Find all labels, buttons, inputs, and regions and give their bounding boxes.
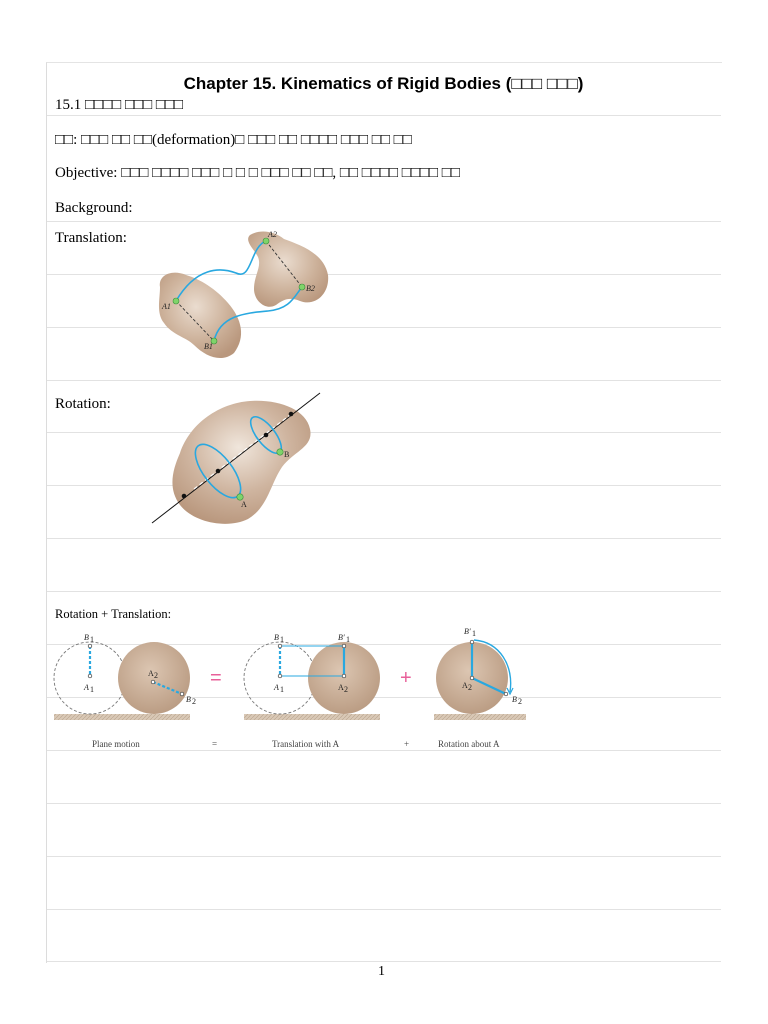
point-label: A (241, 500, 247, 509)
rotation-label: Rotation: (55, 396, 111, 412)
rule-line (47, 803, 721, 804)
svg-text:A: A (274, 683, 279, 692)
rigid-body-initial (159, 273, 241, 358)
translation-figure (150, 227, 332, 365)
rule-line (47, 115, 721, 116)
svg-text:A: A (148, 669, 154, 678)
svg-text:2: 2 (344, 685, 348, 694)
rule-line (47, 750, 721, 751)
svg-text:1: 1 (90, 635, 94, 644)
svg-text:B: B (274, 633, 279, 642)
plus-operator: + (400, 667, 412, 689)
caption-translation: Translation with A (272, 739, 340, 749)
rule-line (47, 274, 721, 275)
caption-rotation: Rotation about A (438, 739, 500, 749)
rule-line (47, 327, 721, 328)
section-heading: 15.1 □□□□ □□□ □□□ (55, 97, 184, 113)
translation-label: Translation: (55, 230, 127, 246)
point-label: A1 (162, 302, 171, 311)
rotation-translation-label: Rotation + Translation: (55, 607, 172, 621)
objective-text: Objective: □□□ □□□□ □□□ □ □ □ □□□ □□ □□, □□ □□□□ □□□□ □□ (55, 165, 460, 181)
chapter-title: Chapter 15. Kinematics of Rigid Bodies (□□□ □□□) (183, 74, 584, 93)
page-frame (46, 62, 722, 963)
rule-line (47, 221, 721, 222)
plane-motion-figure (52, 622, 528, 750)
rule-line (47, 961, 721, 962)
svg-text:B′: B′ (464, 627, 471, 636)
svg-text:1: 1 (90, 685, 94, 694)
svg-text:1: 1 (346, 635, 350, 644)
caption-plane-motion: Plane motion (92, 739, 140, 749)
rule-line (47, 432, 721, 433)
rule-line (47, 856, 721, 857)
svg-text:A: A (338, 683, 344, 692)
caption-equals: = (212, 739, 218, 749)
rule-line (47, 591, 721, 592)
rule-line (47, 485, 721, 486)
point-label: A2 (268, 230, 277, 239)
svg-text:A: A (462, 681, 468, 690)
point-label: B1 (204, 342, 213, 351)
page-number: 1 (378, 964, 385, 979)
svg-text:1: 1 (472, 629, 476, 638)
svg-text:2: 2 (468, 683, 472, 692)
point-label: B2 (306, 284, 315, 293)
svg-text:2: 2 (192, 697, 196, 706)
point-label: B (284, 450, 290, 459)
svg-text:1: 1 (280, 635, 284, 644)
caption-plus: + (404, 739, 410, 749)
rule-line (47, 538, 721, 539)
svg-text:2: 2 (518, 697, 522, 706)
definition-text: □□: □□□ □□ □□(deformation)□ □□□ □□ □□□□ □□□ □□ □□ (55, 132, 412, 148)
svg-text:B: B (186, 695, 191, 704)
svg-text:1: 1 (280, 685, 284, 694)
svg-text:B′: B′ (338, 633, 345, 642)
rule-line (47, 909, 721, 910)
equals-operator: = (210, 667, 222, 689)
svg-text:A: A (84, 683, 89, 692)
svg-text:B: B (512, 695, 517, 704)
svg-text:B: B (84, 633, 89, 642)
rotation-figure (150, 389, 326, 529)
rule-line (47, 380, 721, 381)
svg-text:2: 2 (154, 671, 158, 680)
background-label: Background: (55, 200, 133, 216)
